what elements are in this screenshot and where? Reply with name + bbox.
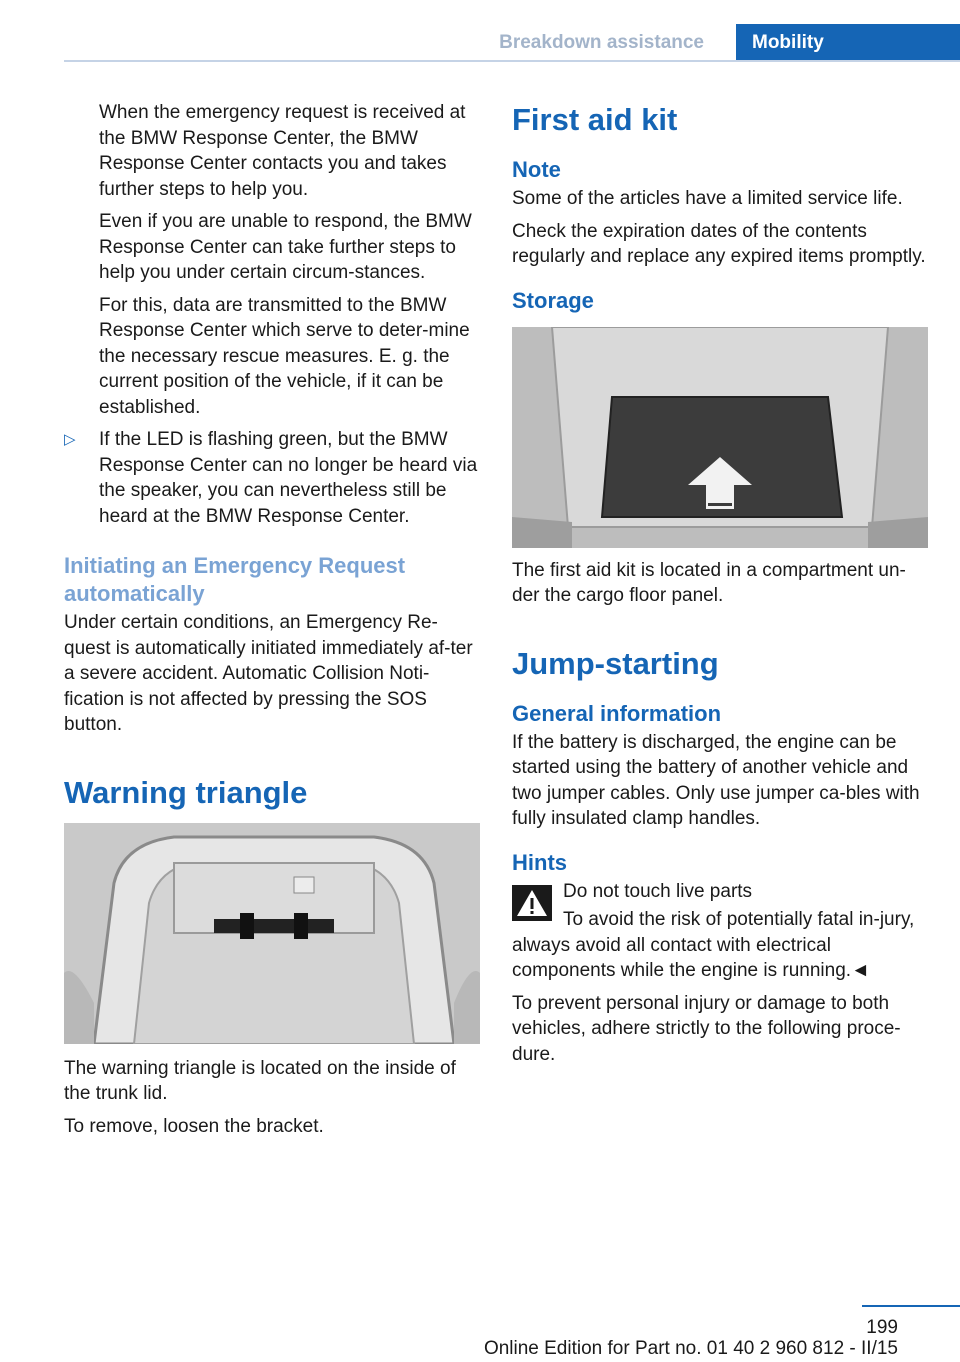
paragraph: Even if you are unable to respond, the BMW Response Center can take further steps to help you under certain circum-stances. bbox=[99, 211, 472, 283]
header-section: Breakdown assistance bbox=[499, 32, 704, 53]
heading-jump-starting: Jump-starting bbox=[512, 645, 719, 681]
heading-warning-triangle: Warning triangle bbox=[64, 774, 308, 810]
paragraph: The first aid kit is located in a compartment un-der the cargo floor panel. bbox=[512, 559, 906, 606]
trunk-lid-illustration bbox=[64, 823, 480, 1044]
header-tab-mobility: Mobility bbox=[736, 24, 960, 62]
paragraph: The warning triangle is located on the inside of the trunk lid. bbox=[64, 1057, 456, 1104]
warning-icon bbox=[512, 885, 552, 921]
header-rule bbox=[64, 60, 960, 62]
paragraph: Check the expiration dates of the contents regularly and replace any expired items promptly. bbox=[512, 220, 926, 267]
paragraph: To remove, loosen the bracket. bbox=[64, 1115, 324, 1137]
left-column bbox=[64, 100, 482, 1146]
warning-text: To avoid the risk of potentially fatal in-jury, always avoid all contact with electrical components while the engine is running.◄ bbox=[512, 909, 915, 981]
paragraph: Under certain conditions, an Emergency Re-quest is automatically initiated immediately af-ter a severe accident. Automatic Collision Noti-fication is not affected by pressing the SOS button. bbox=[64, 612, 473, 735]
bullet-text: If the LED is flashing green, but the BMW Response Center can no longer be heard via the speaker, you can nevertheless still be heard at the BMW Response Center. bbox=[99, 429, 478, 527]
heading-note: Note bbox=[512, 157, 561, 182]
page-header bbox=[0, 0, 960, 62]
heading-auto-emergency: Initiating an Emergency Request automatically bbox=[64, 553, 406, 606]
paragraph: Some of the articles have a limited service life. bbox=[512, 188, 903, 209]
cargo-floor-illustration bbox=[512, 327, 928, 548]
heading-first-aid-kit: First aid kit bbox=[512, 102, 678, 137]
paragraph: To prevent personal injury or damage to both vehicles, adhere strictly to the following proce-dure. bbox=[512, 992, 901, 1065]
page-number: 199 bbox=[866, 1317, 898, 1338]
edition-note: Online Edition for Part no. 01 40 2 960 812 - II/15 bbox=[483, 1338, 898, 1359]
paragraph: When the emergency request is received at the BMW Response Center, the BMW Response Center contacts you and takes further steps to help you. bbox=[99, 102, 466, 200]
warning-note bbox=[512, 879, 930, 905]
heading-hints: Hints bbox=[512, 849, 567, 875]
heading-storage: Storage bbox=[512, 287, 594, 313]
paragraph: For this, data are transmitted to the BMW Response Center which serve to deter-mine the necessary rescue measures. E. g. the current position of the vehicle, if it can be established. bbox=[99, 294, 470, 418]
cargo-floor-image bbox=[512, 327, 928, 548]
bullet-item bbox=[64, 427, 482, 529]
trunk-lid-image bbox=[64, 823, 480, 1044]
footer-rule bbox=[862, 1305, 960, 1307]
heading-general-information: General information bbox=[512, 700, 722, 726]
paragraph: If the battery is discharged, the engine can be started using the battery of another vehicle and two jumper cables. Only use jumper ca-bles with fully insulated clamp handles. bbox=[512, 731, 920, 829]
bullet-marker: ▷ bbox=[64, 431, 76, 448]
warning-title: Do not touch live parts bbox=[563, 880, 753, 902]
right-column bbox=[512, 100, 930, 1074]
